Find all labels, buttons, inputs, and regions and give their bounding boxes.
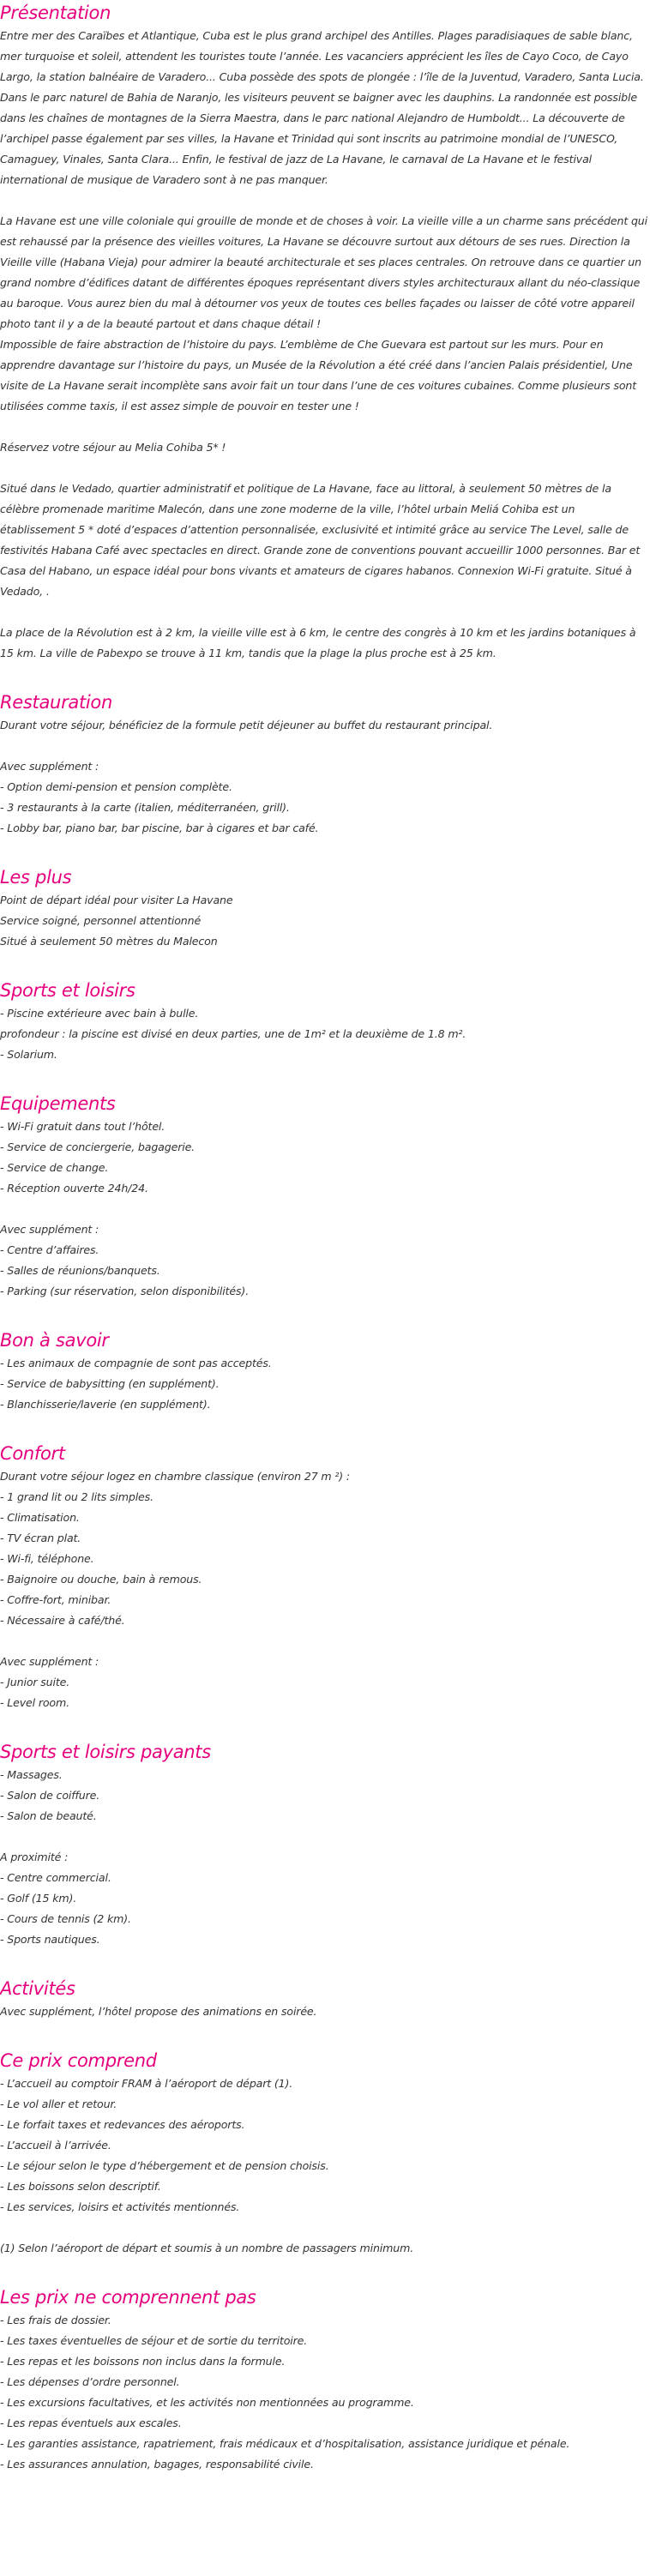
paragraph: - Centre d’affaires.	[0, 1243, 99, 1256]
section-bon-a-savoir	[0, 1327, 650, 1415]
paragraph: Avec supplément :	[0, 1655, 99, 1668]
paragraph: - Wi-Fi gratuit dans tout l’hôtel.	[0, 1120, 166, 1133]
paragraph: A proximité :	[0, 1851, 69, 1863]
section-heading: Les plus	[0, 867, 72, 888]
paragraph: Réservez votre séjour au Melia Cohiba 5* !	[0, 441, 226, 454]
paragraph: Avec supplément :	[0, 1223, 99, 1236]
section-heading: Equipements	[0, 1093, 116, 1114]
section-ce-prix-comprend	[0, 2048, 650, 2259]
paragraph: Entre mer des Caraïbes et Atlantique, Cuba est le plus grand archipel des Antilles. Plages paradisiaques de sable blanc, mer turquoise et soleil, attendent les touristes toute l’année. Les vacanciers apprécient les îles de Cayo Coco, de Cayo Largo, la station balnéaire de Varadero... Cuba possède des spots de plongée : l’île de la Juventud, Varadero, Santa Lucia. Dans le parc naturel de Bahia de Naranjo, les visiteurs peuvent se baigner avec les dauphins. La randonnée est possible dans les chaînes de montagnes de la Sierra Maestra, dans le parc national Alejandro de Humboldt... La découverte de l’archipel passe également par ses villes, la Havane et Trinidad qui sont inscrits au patrimoine mondial de l’UNESCO, Camaguey, Vinales, Santa Clara... Enfin, le festival de jazz de La Havane, le carnaval de La Havane et le festival international de musique de Varadero sont à ne pas manquer.	[0, 29, 644, 186]
paragraph: - Les frais de dossier.	[0, 2314, 111, 2326]
paragraph: - Les dépenses d’ordre personnel.	[0, 2375, 180, 2388]
section-content	[0, 715, 650, 839]
paragraph: - Les services, loisirs et activités mentionnés.	[0, 2200, 240, 2213]
paragraph: - Massages.	[0, 1768, 63, 1781]
spacer	[0, 602, 650, 623]
paragraph: - Les taxes éventuelles de séjour et de sortie du territoire.	[0, 2334, 308, 2347]
section-restauration	[0, 689, 650, 839]
paragraph: Impossible de faire abstraction de l’histoire du pays. L’emblème de Che Guevara est partout sur les murs. Pour en apprendre davantage sur l’histoire du pays, un Musée de la Révolution a été créé dans l’ancien Palais présidentiel, Une visite de La Havane serait incomplète sans avoir fait un tour dans l’une de ces voitures cubaines. Comme plusieurs sont utilisées comme taxis, il est assez simple de pouvoir en tester une !	[0, 338, 637, 412]
section-equipements	[0, 1091, 650, 1302]
section-content	[0, 890, 650, 952]
paragraph: - TV écran plat.	[0, 1532, 81, 1544]
paragraph: - Coffre-fort, minibar.	[0, 1593, 111, 1606]
paragraph: - L’accueil à l’arrivée.	[0, 2139, 111, 2152]
section-content	[0, 2310, 650, 2475]
paragraph: - Parking (sur réservation, selon disponibilités).	[0, 1285, 250, 1297]
section-content	[0, 1003, 650, 1065]
paragraph: - 1 grand lit ou 2 lits simples.	[0, 1490, 153, 1503]
paragraph: - Le vol aller et retour.	[0, 2098, 117, 2110]
spacer	[0, 2218, 650, 2238]
spacer	[0, 458, 650, 478]
paragraph: - Lobby bar, piano bar, bar piscine, bar à cigares et bar café.	[0, 822, 319, 834]
spacer	[0, 1199, 650, 1219]
paragraph: (1) Selon l’aéroport de départ et soumis à un nombre de passagers minimum.	[0, 2242, 414, 2254]
paragraph: - Le forfait taxes et redevances des aéroports.	[0, 2118, 245, 2131]
section-content	[0, 1116, 650, 1302]
paragraph: - Les boissons selon descriptif.	[0, 2180, 161, 2193]
paragraph: Situé à seulement 50 mètres du Malecon	[0, 935, 218, 948]
paragraph: - Salon de beauté.	[0, 1809, 97, 1822]
paragraph: - 3 restaurants à la carte (italien, méditerranéen, grill).	[0, 801, 290, 814]
section-presentation	[0, 0, 650, 664]
section-content	[0, 2001, 650, 2022]
paragraph: - Service de babysitting (en supplément).	[0, 1377, 220, 1390]
paragraph: - Blanchisserie/laverie (en supplément).	[0, 1398, 211, 1411]
section-content	[0, 1353, 650, 1415]
paragraph: - Junior suite.	[0, 1676, 70, 1688]
paragraph: - Solarium.	[0, 1048, 57, 1061]
paragraph: profondeur : la piscine est divisé en deux parties, une de 1m² et la deuxième de 1.8 m².	[0, 1027, 466, 1040]
paragraph: - Sports nautiques.	[0, 1933, 100, 1946]
section-heading: Ce prix comprend	[0, 2050, 157, 2071]
paragraph: Avec supplément :	[0, 760, 99, 773]
section-les-plus	[0, 864, 650, 952]
paragraph: Service soigné, personnel attentionné	[0, 914, 202, 927]
spacer	[0, 1631, 650, 1652]
paragraph: - Cours de tennis (2 km).	[0, 1912, 131, 1925]
paragraph: - L’accueil au comptoir FRAM à l’aéroport de départ (1).	[0, 2077, 293, 2090]
section-heading: Les prix ne comprennent pas	[0, 2287, 256, 2308]
section-heading: Bon à savoir	[0, 1330, 109, 1351]
paragraph: - Level room.	[0, 1696, 69, 1709]
section-heading: Sports et loisirs payants	[0, 1742, 211, 1762]
section-confort	[0, 1441, 650, 1713]
section-heading: Confort	[0, 1443, 65, 1464]
paragraph: Durant votre séjour, bénéficiez de la formule petit déjeuner au buffet du restaurant principal.	[0, 719, 493, 731]
section-heading: Restauration	[0, 692, 112, 713]
paragraph: - Les repas et les boissons non inclus dans la formule.	[0, 2355, 286, 2368]
section-content	[0, 1765, 650, 1950]
section-sports-et-loisirs-payants	[0, 1739, 650, 1950]
spacer	[0, 417, 650, 437]
paragraph: - Le séjour selon le type d’hébergement et de pension choisis.	[0, 2159, 329, 2172]
section-les-prix-ne-comprennent-pas	[0, 2284, 650, 2475]
section-heading: Activités	[0, 1978, 75, 1999]
paragraph: - Wi-fi, téléphone.	[0, 1552, 94, 1565]
paragraph: - Salles de réunions/banquets.	[0, 1264, 160, 1277]
section-sports-et-loisirs	[0, 978, 650, 1065]
paragraph: - Centre commercial.	[0, 1871, 111, 1884]
paragraph: - Les excursions facultatives, et les activités non mentionnées au programme.	[0, 2396, 414, 2409]
paragraph: - Golf (15 km).	[0, 1892, 77, 1905]
section-content	[0, 2073, 650, 2259]
paragraph: - Climatisation.	[0, 1511, 80, 1524]
section-content	[0, 1466, 650, 1713]
paragraph: - Les animaux de compagnie de sont pas acceptés.	[0, 1357, 272, 1369]
paragraph: Avec supplément, l’hôtel propose des animations en soirée.	[0, 2005, 317, 2018]
paragraph: Durant votre séjour logez en chambre classique (environ 27 m ²) :	[0, 1470, 351, 1483]
paragraph: - Réception ouverte 24h/24.	[0, 1182, 148, 1195]
section-activites	[0, 1976, 650, 2022]
paragraph: La place de la Révolution est à 2 km, la vieille ville est à 6 km, le centre des congrès à 10 km et les jardins botaniques à 15 km. La ville de Pabexpo se trouve à 11 km, tandis que la plage la plus proche est à 25 km.	[0, 626, 636, 659]
section-content	[0, 26, 650, 664]
paragraph: La Havane est une ville coloniale qui grouille de monde et de choses à voir. La vieille ville a un charme sans précédent qui est rehaussé par la présence des vieilles voitures, La Havane se découvre surtout aux détours de ses rues. Direction la Vieille ville (Habana Vieja) pour admirer la beauté architecturale et ses places centrales. On retrouve dans ce quartier un grand nombre d’édifices datant de différentes époques représentant divers styles architecturaux allant du néo-classique au baroque. Vous aurez bien du mal à détourner vos yeux de toutes ces belles façades ou laisser de côté votre appareil photo tant il y a de la beauté partout et dans chaque détail !	[0, 214, 647, 330]
paragraph: - Piscine extérieure avec bain à bulle.	[0, 1007, 199, 1020]
paragraph: - Les assurances annulation, bagages, responsabilité civile.	[0, 2458, 314, 2471]
paragraph: - Les repas éventuels aux escales.	[0, 2417, 182, 2429]
paragraph: Situé dans le Vedado, quartier administratif et politique de La Havane, face au littoral, à seulement 50 mètres de la célèbre promenade maritime Malecón, dans une zone moderne de la ville, l’hôtel urbain Meliá Cohiba est un établissement 5 * doté d’espaces d’attention personnalisée, exclusivité et intimité grâce au service The Level, salle de festivités Habana Café avec spectacles en direct. Grande zone de conventions pouvant accueillir 1000 personnes. Bar et Casa del Habano, un espace idéal pour bons vivants et amateurs de cigares habanos. Connexion Wi-Fi gratuite. Situé à Vedado, .	[0, 482, 641, 598]
section-heading: Présentation	[0, 3, 111, 23]
paragraph: - Baignoire ou douche, bain à remous.	[0, 1573, 202, 1586]
paragraph: - Nécessaire à café/thé.	[0, 1614, 125, 1627]
paragraph: - Service de change.	[0, 1161, 109, 1174]
spacer	[0, 1827, 650, 1847]
paragraph: - Salon de coiffure.	[0, 1789, 100, 1802]
paragraph: - Service de conciergerie, bagagerie.	[0, 1141, 196, 1153]
paragraph: - Les garanties assistance, rapatriement, frais médicaux et d’hospitalisation, assistance juridique et pénale.	[0, 2437, 570, 2450]
paragraph: - Option demi-pension et pension complète.	[0, 780, 232, 793]
section-heading: Sports et loisirs	[0, 980, 135, 1001]
spacer	[0, 190, 650, 211]
paragraph: Point de départ idéal pour visiter La Havane	[0, 894, 233, 906]
spacer	[0, 736, 650, 756]
